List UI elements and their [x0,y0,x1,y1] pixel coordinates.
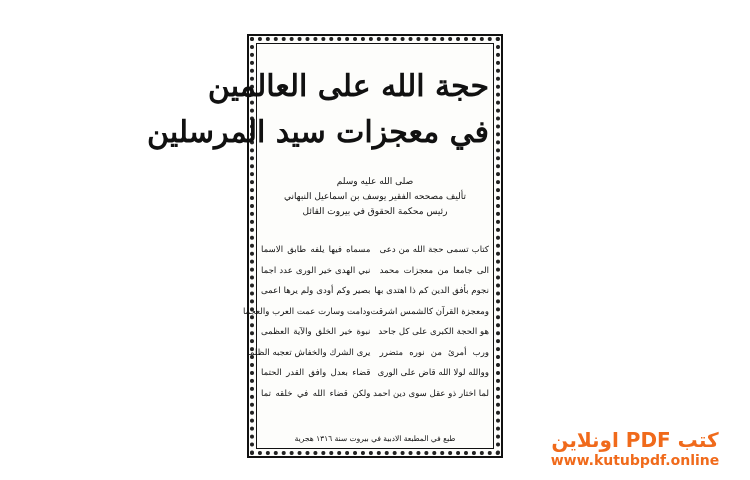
verse-first-half: لما اختار ذو عقل سوى دين احمد [373,388,489,399]
verse-second-half: ولكن قضاء الله في خلقه تما [261,388,371,399]
verse-second-half: مسماه فيها يلفه طابق الاسما [261,245,371,256]
poem-verse [261,322,489,343]
verse-second-half: ودامت وسارت عمت العرب والعجما [242,306,371,317]
verse-first-half: كتاب تسمى حجة الله من دعى [379,245,489,256]
verse-first-half: هو الحجة الكبرى على كل جاحد [378,327,489,338]
verse-first-half: ومعجزة القرآن كالشمس اشرقت [370,306,489,317]
verse-first-half: الى جامعا من معجزات محمد [379,265,489,276]
poem-verse [242,302,489,323]
book-title-page [147,34,503,458]
poem-verse [247,343,489,364]
watermark-url: www.kutubpdf.online [550,453,720,469]
author-position: رئيس محكمة الحقوق في بيروت القائل [302,207,448,217]
page-content [147,48,489,446]
verse-first-half: نجوم بأفق الدين كم ذا اهتدى بها [374,286,489,297]
watermark-title: كتب PDF اونلاين [551,428,719,452]
verse-second-half: بصير وكم أودى ولم يرها اعمى [261,286,371,297]
site-watermark [530,428,740,470]
verse-second-half: نبوة خير الخلق والآية العظمى [261,327,371,338]
verse-first-half: ووالله لولا الله قاض على الورى [377,368,489,379]
book-title-line-1: حجة الله على العالمين [207,69,489,104]
poem [242,240,489,404]
verse-second-half: يرى الشرك والخفاش تعجبه الظلما [247,347,371,358]
poem-verse [261,240,489,261]
poem-verse [261,384,489,405]
verse-second-half: نبي الهدى خير الورى عدد اجما [261,265,371,276]
print-info: طبع في المطبعة الادبية في بيروت سنة ١٣١٦ هجرية [294,434,456,443]
poem-verse [261,363,489,384]
author-line: تأليف مصححه الفقير يوسف بن اسماعيل النبهاني [283,192,467,202]
book-title-line-2: في معجزات سيد المرسلين [147,115,489,150]
salutation: صلى الله عليه وسلم [336,177,414,187]
verse-second-half: قضاء بعدل وافق القدر الحتما [261,368,371,379]
poem-verse [261,281,489,302]
verse-first-half: ورب أمرئ من نوره متضرر [379,347,489,358]
poem-verse [261,261,489,282]
